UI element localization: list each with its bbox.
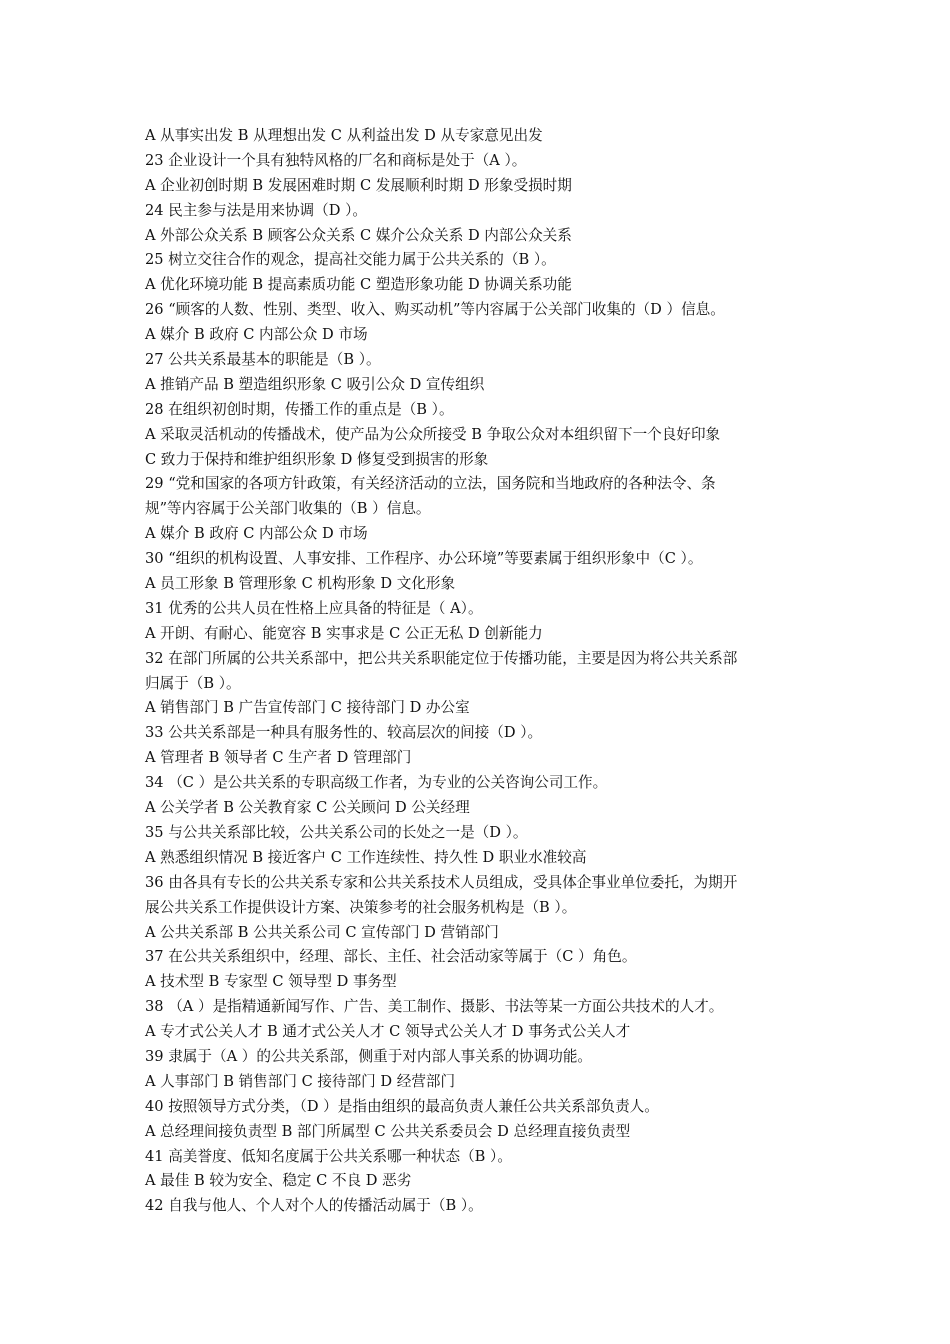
line-13: A 采取灵活机动的传播战术，使产品为公众所接受 B 争取公众对本组织留下一个良好印象 bbox=[145, 425, 721, 443]
line-27: 34 （C ）是公共关系的专职高级工作者，为专业的公关咨询公司工作。 bbox=[145, 774, 608, 792]
line-26: A 管理者 B 领导者 C 生产者 D 管理部门 bbox=[145, 749, 412, 767]
line-1: A 从事实出发 B 从理想出发 C 从利益出发 D 从专家意见出发 bbox=[145, 127, 543, 144]
line-44: 42 自我与他人、个人对个人的传播活动属于（B ）。 bbox=[145, 1197, 483, 1215]
line-18: 30 “组织的机构设置、人事安排、工作程序、办公环境”等要素属于组织形象中（C ）。 bbox=[145, 550, 703, 568]
line-8: 26 “顾客的人数、性别、类型、收入、购买动机”等内容属于公关部门收集的（D ）信息。 bbox=[145, 301, 725, 319]
line-35: A 技术型 B 专家型 C 领导型 D 事务型 bbox=[145, 973, 397, 991]
line-3: A 企业初创时期 B 发展困难时期 C 发展顺利时期 D 形象受损时期 bbox=[145, 176, 572, 194]
line-32: 展公共关系工作提供设计方案、决策参考的社会服务机构是（B ）。 bbox=[145, 898, 577, 916]
line-41: A 总经理间接负责型 B 部门所属型 C 公共关系委员会 D 总经理直接负责型 bbox=[145, 1122, 631, 1140]
line-40: 40 按照领导方式分类，（D ）是指由组织的最高负责人兼任公共关系部负责人。 bbox=[145, 1097, 659, 1115]
line-17: A 媒介 B 政府 C 内部公众 D 市场 bbox=[145, 525, 368, 543]
line-39: A 人事部门 B 销售部门 C 接待部门 D 经营部门 bbox=[145, 1072, 456, 1090]
line-36: 38 （A ）是指精通新闻写作、广告、美工制作、摄影、书法等某一方面公共技术的人才。 bbox=[145, 998, 724, 1016]
line-23: 归属于（B ）。 bbox=[145, 674, 241, 692]
line-19: A 员工形象 B 管理形象 C 机构形象 D 文化形象 bbox=[145, 575, 456, 593]
line-16: 规”等内容属于公关部门收集的（B ）信息。 bbox=[145, 500, 431, 518]
line-31: 36 由各具有专长的公共关系专家和公共关系技术人员组成，受具体企事业单位委托，为期开 bbox=[145, 873, 738, 891]
line-10: 27 公共关系最基本的职能是（B ）。 bbox=[145, 351, 381, 369]
line-25: 33 公共关系部是一种具有服务性的、较高层次的间接（D ）。 bbox=[145, 724, 543, 742]
line-43: A 最佳 B 较为安全、稳定 C 不良 D 恶劣 bbox=[145, 1172, 412, 1190]
line-7: A 优化环境功能 B 提高素质功能 C 塑造形象功能 D 协调关系功能 bbox=[145, 276, 572, 294]
line-21: A 开朗、有耐心、能宽容 B 实事求是 C 公正无私 D 创新能力 bbox=[145, 624, 543, 642]
line-9: A 媒介 B 政府 C 内部公众 D 市场 bbox=[145, 326, 368, 344]
line-37: A 专才式公关人才 B 通才式公关人才 C 领导式公关人才 D 事务式公关人才 bbox=[145, 1023, 631, 1041]
line-34: 37 在公共关系组织中，经理、部长、主任、社会活动家等属于（C ）角色。 bbox=[145, 948, 637, 966]
line-14: C 致力于保持和维护组织形象 D 修复受到损害的形象 bbox=[145, 450, 489, 468]
line-12: 28 在组织初创时期，传播工作的重点是（B ）。 bbox=[145, 400, 454, 418]
line-5: A 外部公众关系 B 顾客公众关系 C 媒介公众关系 D 内部公众关系 bbox=[145, 226, 572, 244]
line-42: 41 高美誉度、低知名度属于公共关系哪一种状态（B ）。 bbox=[145, 1147, 512, 1165]
line-20: 31 优秀的公共人员在性格上应具备的特征是（ A）。 bbox=[145, 599, 483, 617]
line-28: A 公关学者 B 公关教育家 C 公关顾问 D 公关经理 bbox=[145, 799, 470, 817]
line-30: A 熟悉组织情况 B 接近客户 C 工作连续性、持久性 D 职业水准较高 bbox=[145, 848, 587, 866]
line-11: A 推销产品 B 塑造组织形象 C 吸引公众 D 宣传组织 bbox=[145, 375, 485, 393]
line-6: 25 树立交往合作的观念，提高社交能力属于公共关系的（B ）。 bbox=[145, 251, 556, 269]
line-33: A 公共关系部 B 公共关系公司 C 宣传部门 D 营销部门 bbox=[145, 923, 499, 941]
line-24: A 销售部门 B 广告宣传部门 C 接待部门 D 办公室 bbox=[145, 699, 470, 717]
line-22: 32 在部门所属的公共关系部中，把公共关系职能定位于传播功能，主要是因为将公共关系部 bbox=[145, 649, 738, 667]
line-15: 29 “党和国家的各项方针政策，有关经济活动的立法，国务院和当地政府的各种法令、条 bbox=[145, 475, 716, 493]
line-29: 35 与公共关系部比较，公共关系公司的长处之一是（D ）。 bbox=[145, 823, 528, 841]
document-page bbox=[145, 124, 815, 1219]
line-4: 24 民主参与法是用来协调（D ）。 bbox=[145, 201, 367, 219]
line-2: 23 企业设计一个具有独特风格的厂名和商标是处于（A ）。 bbox=[145, 151, 527, 169]
line-38: 39 隶属于（A ）的公共关系部，侧重于对内部人事关系的协调功能。 bbox=[145, 1047, 593, 1065]
